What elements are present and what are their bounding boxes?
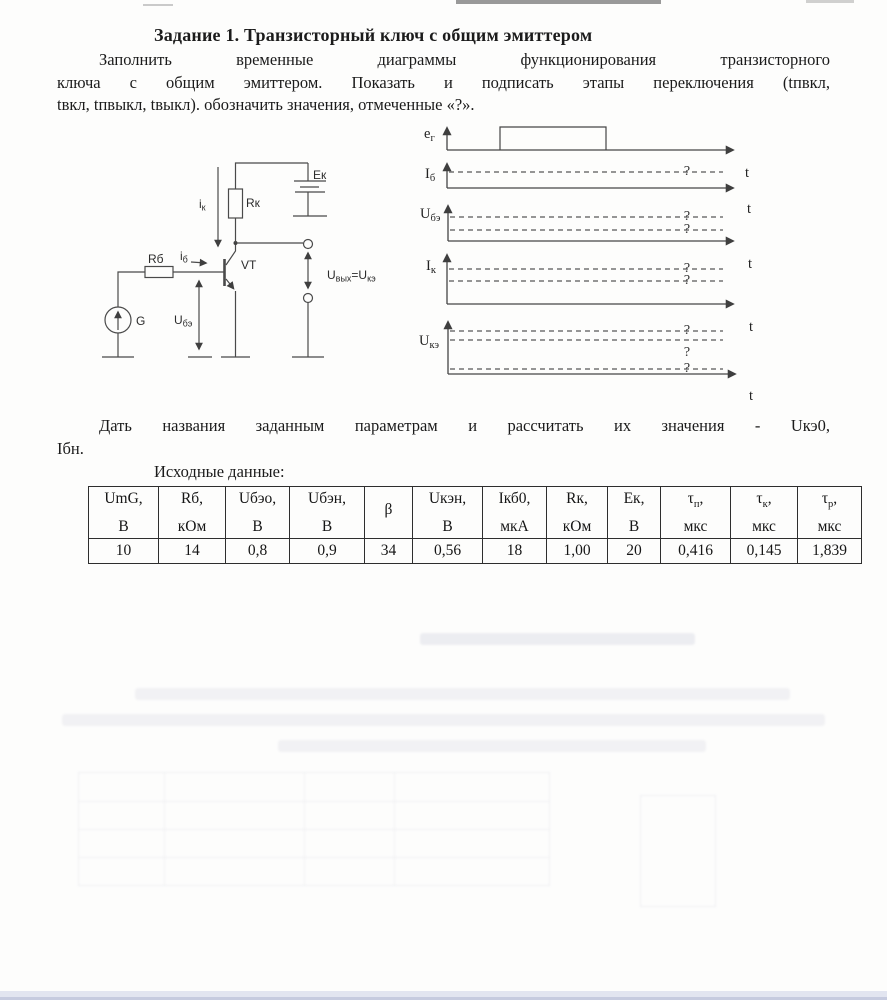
task-text-block [57, 24, 830, 117]
rb-label: Rб [148, 252, 164, 266]
battery-symbol [293, 181, 327, 216]
uout-label: $U_{вых}=U_{кэ}$ [327, 268, 376, 284]
diagram-label-ube: $U_{бэ}$ [420, 206, 441, 224]
col-header-ikb0: Iкб0, мкА [483, 487, 547, 539]
bleedthrough-text [420, 633, 695, 645]
bleedthrough-text [62, 714, 825, 726]
col-header-tau-k: $\tau_к$, мкс [731, 487, 798, 539]
value-cell: 0,8 [226, 539, 290, 564]
value-cell: 0,416 [661, 539, 731, 564]
base-current-arrow [191, 262, 206, 263]
value-cell: 1,00 [547, 539, 608, 564]
unknown-value-mark: ? [683, 323, 691, 338]
output-terminal-top [304, 240, 313, 249]
ube-label: $U_{бэ}$ [174, 313, 193, 329]
ib-label: $i_б$ [180, 249, 188, 265]
ek-label: Ек [313, 168, 327, 182]
paragraph-line: tвкл, tпвыкл, tвыкл). обозначить значения, отмеченные «?». [57, 95, 475, 115]
col-header-tau-r: $\tau_р$, мкс [798, 487, 862, 539]
rk-label: Rк [246, 196, 260, 210]
emitter-ground [221, 291, 250, 357]
col-header-uken: Uкэн, В [413, 487, 483, 539]
input-pulse [500, 127, 606, 150]
diagram-label-ik: $I_к$ [426, 258, 436, 276]
value-cell: 1,839 [798, 539, 862, 564]
resistor-rk [229, 189, 243, 218]
initial-data-table [88, 486, 862, 564]
unknown-value-mark: ? [683, 273, 691, 288]
value-cell: 0,145 [731, 539, 798, 564]
scan-edge-artifact [143, 4, 173, 6]
bleedthrough-text [135, 688, 790, 700]
unknown-value-mark: ? [683, 261, 691, 276]
col-header-uben: Uбэн, В [290, 487, 365, 539]
diagram-label-eg: $e_г$ [424, 126, 435, 144]
col-header-rk: Rк, кОм [547, 487, 608, 539]
col-header-tau-p: $\tau_п$, мкс [661, 487, 731, 539]
generator-label: G [136, 314, 146, 328]
col-header-rb: Rб, кОм [159, 487, 226, 539]
unknown-value-mark: ? [683, 345, 691, 360]
col-header-umg: UmG, В [89, 487, 159, 539]
value-cell: 18 [483, 539, 547, 564]
output-terminal-bottom [304, 294, 313, 303]
t-axis-label: t [749, 388, 754, 404]
unknown-value-mark: ? [683, 222, 691, 237]
value-cell: 34 [365, 539, 413, 564]
value-cell: 0,9 [290, 539, 365, 564]
value-cell: 0,56 [413, 539, 483, 564]
t-axis-label: t [748, 256, 753, 272]
ik-label: $i_к$ [199, 197, 206, 213]
unknown-value-mark: ? [683, 164, 691, 179]
paragraph-line: Iбн. [57, 439, 84, 458]
unknown-value-mark: ? [683, 209, 691, 224]
t-axis-label: t [745, 165, 750, 181]
paragraph-line: Заполнить временные диаграммы функционирования транзисторного [99, 50, 830, 70]
page-title: Задание 1. Транзисторный ключ с общим эмиттером [154, 25, 593, 45]
resistor-rb [145, 267, 173, 278]
bleedthrough-rectangle [640, 795, 716, 907]
diagram-label-uke: $U_{кэ}$ [419, 333, 439, 351]
table-caption: Исходные данные: [154, 462, 285, 481]
paragraph-line: Дать названия заданным параметрам и рассчитать их значения - Uкэ0, [99, 416, 830, 435]
transistor-emitter [226, 279, 234, 289]
timing-diagrams-figure [415, 115, 765, 410]
unknown-value-mark: ? [683, 361, 691, 376]
paragraph-line: ключа с общим эмиттером. Показать и подписать этапы переключения (tпвкл, [57, 72, 830, 92]
output-ground [292, 303, 324, 357]
scan-edge-artifact [806, 0, 854, 3]
t-axis-label: t [747, 201, 752, 217]
transistor-collector [226, 243, 236, 265]
table-value-row [89, 539, 862, 564]
value-cell: 14 [159, 539, 226, 564]
table-header-row [89, 487, 862, 539]
transistor-switch-circuit-figure [95, 125, 395, 365]
wire [118, 272, 145, 307]
ground-symbol [102, 333, 134, 357]
bleedthrough-text [278, 740, 706, 752]
col-header-ubeo: Uбэо, В [226, 487, 290, 539]
bleedthrough-table [78, 772, 550, 886]
col-header-beta: β [365, 487, 413, 539]
scan-edge-artifact [456, 0, 661, 4]
diagram-label-ib: $I_б$ [425, 166, 436, 184]
col-header-ek: Ек, В [608, 487, 661, 539]
parameters-text-block [57, 414, 830, 483]
wire [236, 163, 309, 189]
t-axis-label: t [749, 319, 754, 335]
value-cell: 10 [89, 539, 159, 564]
vt-label: VT [241, 258, 257, 272]
value-cell: 20 [608, 539, 661, 564]
